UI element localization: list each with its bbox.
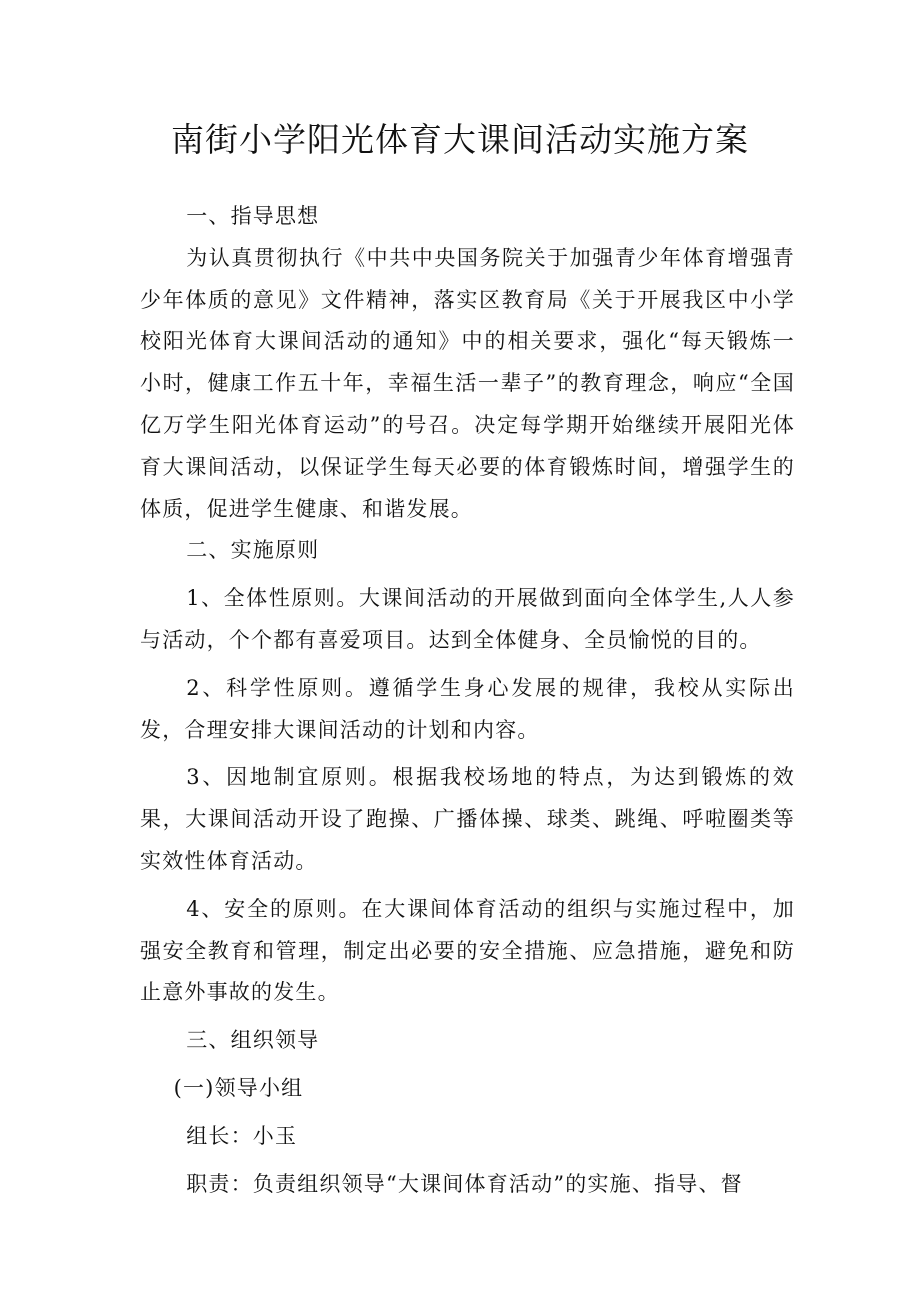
heading-implementation-principles: 二、实施原则 [186, 538, 320, 563]
paragraph-guiding-ideology: 为认真贯彻执行《中共中央国务院关于加强青少年体育增强青少年体质的意见》文件精神，落实区教育局《关于开展我区中小学校阳光体育大课间活动的通知》中的相关要求，强化“每天锻炼一小时，健康工作五十年，幸福生活一辈子”的教育理念，响应“全国亿万学生阳光体育运动”的号召。决定每学期开始继续开展阳光体育大课间活动，以保证学生每天必要的体育锻炼时间，增强学生的体质，促进学生健康、和谐发展。 [140, 245, 795, 521]
paragraph-principle-3: 3、因地制宜原则。根据我校场地的特点，为达到锻炼的效果，大课间活动开设了跑操、广播体操、球类、跳绳、呼啦圈类等实效性体育活动。 [140, 765, 795, 873]
document-title: 南街小学阳光体育大课间活动实施方案 [171, 120, 749, 159]
paragraph-principle-1: 1、全体性原则。大课间活动的开展做到面向全体学生,人人参与活动，个个都有喜爱项目。达到全体健身、全员愉悦的目的。 [140, 586, 795, 652]
document-body [140, 196, 795, 1205]
subheading-leadership-group: (一)领导小组 [173, 1075, 304, 1100]
heading-guiding-ideology: 一、指导思想 [186, 204, 320, 228]
responsibility-line: 职责：负责组织领导“大课间体育活动”的实施、指导、督 [186, 1171, 743, 1196]
heading-organization-leadership: 三、组织领导 [186, 1028, 320, 1053]
paragraph-principle-2: 2、科学性原则。遵循学生身心发展的规律，我校从实际出发，合理安排大课间活动的计划和内容。 [140, 675, 795, 742]
paragraph-principle-4: 4、安全的原则。在大课间体育活动的组织与实施过程中，加强安全教育和管理，制定出必要的安全措施、应急措施，避免和防止意外事故的发生。 [140, 896, 795, 1005]
group-leader-line: 组长：小玉 [186, 1123, 298, 1148]
